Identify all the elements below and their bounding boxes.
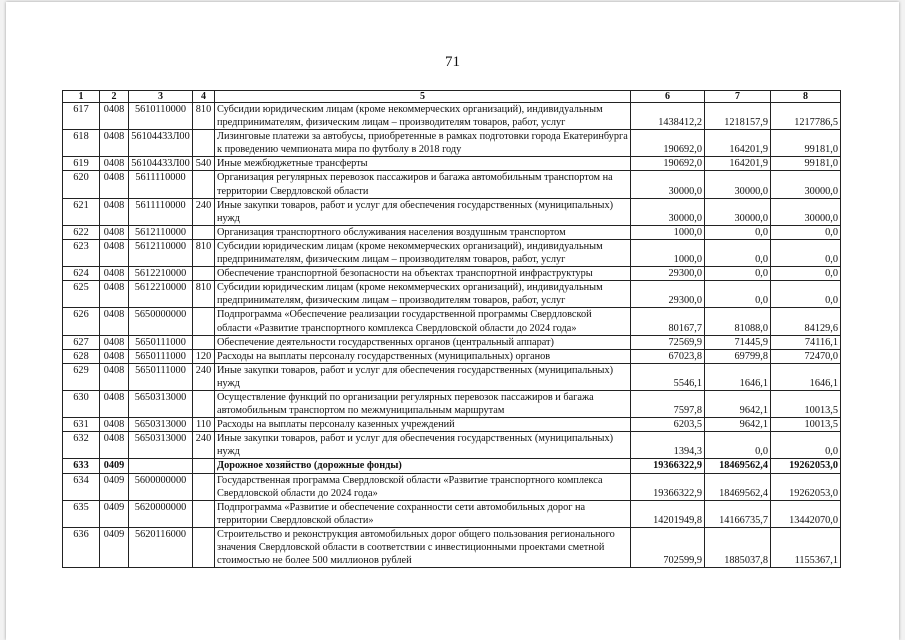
amount-col6: 702599,9 xyxy=(631,527,705,567)
row-number: 633 xyxy=(63,459,100,473)
col-header-7: 7 xyxy=(705,91,771,103)
row-number: 618 xyxy=(63,130,100,157)
amount-col7: 9642,1 xyxy=(705,390,771,417)
row-number: 621 xyxy=(63,198,100,225)
table-row xyxy=(63,390,841,417)
section-code: 0408 xyxy=(100,225,129,239)
table-row xyxy=(63,473,841,500)
amount-col6: 1438412,2 xyxy=(631,103,705,130)
section-code: 0408 xyxy=(100,198,129,225)
expense-type xyxy=(193,390,215,417)
expense-type xyxy=(193,473,215,500)
amount-col8: 10013,5 xyxy=(771,418,841,432)
table-body xyxy=(63,103,841,568)
col-header-5: 5 xyxy=(215,91,631,103)
amount-col6: 29300,0 xyxy=(631,267,705,281)
row-description: Субсидии юридическим лицам (кроме некоммерческих организаций), индивидуальным предпринимателям, физическим лицам – производителям товаров, работ, услуг xyxy=(215,103,631,130)
row-number: 623 xyxy=(63,239,100,266)
expense-type: 240 xyxy=(193,198,215,225)
row-number: 624 xyxy=(63,267,100,281)
amount-col7: 164201,9 xyxy=(705,130,771,157)
amount-col7: 14166735,7 xyxy=(705,500,771,527)
row-number: 617 xyxy=(63,103,100,130)
table-row xyxy=(63,198,841,225)
amount-col7: 18469562,4 xyxy=(705,459,771,473)
row-number: 627 xyxy=(63,335,100,349)
amount-col7: 71445,9 xyxy=(705,335,771,349)
section-code: 0408 xyxy=(100,418,129,432)
amount-col7: 0,0 xyxy=(705,281,771,308)
expense-type: 810 xyxy=(193,103,215,130)
col-header-3: 3 xyxy=(129,91,193,103)
section-code: 0408 xyxy=(100,281,129,308)
table-row xyxy=(63,171,841,198)
expense-type: 240 xyxy=(193,432,215,459)
amount-col7: 9642,1 xyxy=(705,418,771,432)
amount-col8: 99181,0 xyxy=(771,130,841,157)
expense-type: 810 xyxy=(193,239,215,266)
amount-col7: 69799,8 xyxy=(705,349,771,363)
amount-col7: 1218157,9 xyxy=(705,103,771,130)
amount-col6: 6203,5 xyxy=(631,418,705,432)
amount-col8: 0,0 xyxy=(771,267,841,281)
target-code: 5650313000 xyxy=(129,432,193,459)
amount-col7: 1885037,8 xyxy=(705,527,771,567)
amount-col6: 67023,8 xyxy=(631,349,705,363)
row-description: Подпрограмма «Развитие и обеспечение сохранности сети автомобильных дорог на территории Свердловской области» xyxy=(215,500,631,527)
row-description: Осуществление функций по организации регулярных перевозок пассажиров и багажа автомобильным транспортом по межмуниципальным маршрутам xyxy=(215,390,631,417)
expense-type: 240 xyxy=(193,363,215,390)
row-description: Иные межбюджетные трансферты xyxy=(215,157,631,171)
target-code: 5620000000 xyxy=(129,500,193,527)
table-row xyxy=(63,363,841,390)
expense-type xyxy=(193,459,215,473)
target-code: 5620116000 xyxy=(129,527,193,567)
row-description: Субсидии юридическим лицам (кроме некоммерческих организаций), индивидуальным предпринимателям, физическим лицам – производителям товаров, работ, услуг xyxy=(215,239,631,266)
row-description: Иные закупки товаров, работ и услуг для обеспечения государственных (муниципальных) нужд xyxy=(215,198,631,225)
amount-col8: 0,0 xyxy=(771,432,841,459)
row-number: 620 xyxy=(63,171,100,198)
section-code: 0408 xyxy=(100,335,129,349)
row-number: 632 xyxy=(63,432,100,459)
row-number: 622 xyxy=(63,225,100,239)
table-row xyxy=(63,418,841,432)
col-header-4: 4 xyxy=(193,91,215,103)
target-code: 56104433Л00 xyxy=(129,130,193,157)
amount-col6: 19366322,9 xyxy=(631,459,705,473)
amount-col7: 30000,0 xyxy=(705,198,771,225)
amount-col6: 190692,0 xyxy=(631,157,705,171)
section-code: 0408 xyxy=(100,157,129,171)
section-code: 0408 xyxy=(100,103,129,130)
amount-col8: 13442070,0 xyxy=(771,500,841,527)
expense-type: 120 xyxy=(193,349,215,363)
table-row xyxy=(63,527,841,567)
amount-col8: 30000,0 xyxy=(771,198,841,225)
amount-col8: 99181,0 xyxy=(771,157,841,171)
target-code: 5611110000 xyxy=(129,171,193,198)
budget-table xyxy=(62,90,841,568)
amount-col7: 0,0 xyxy=(705,225,771,239)
row-number: 630 xyxy=(63,390,100,417)
target-code: 5610110000 xyxy=(129,103,193,130)
amount-col8: 19262053,0 xyxy=(771,459,841,473)
section-code: 0408 xyxy=(100,171,129,198)
section-code: 0408 xyxy=(100,349,129,363)
expense-type: 540 xyxy=(193,157,215,171)
row-number: 631 xyxy=(63,418,100,432)
target-code: 5650313000 xyxy=(129,418,193,432)
target-code: 56104433Л00 xyxy=(129,157,193,171)
row-description: Строительство и реконструкция автомобильных дорог общего пользования регионального значения Свердловской области в соответствии с инвестиционными проектами сметной стоимостью не более 500 миллионов рублей xyxy=(215,527,631,567)
col-header-6: 6 xyxy=(631,91,705,103)
amount-col8: 72470,0 xyxy=(771,349,841,363)
amount-col6: 19366322,9 xyxy=(631,473,705,500)
expense-type xyxy=(193,130,215,157)
amount-col8: 74116,1 xyxy=(771,335,841,349)
amount-col6: 1394,3 xyxy=(631,432,705,459)
amount-col8: 1646,1 xyxy=(771,363,841,390)
section-code: 0408 xyxy=(100,267,129,281)
row-number: 636 xyxy=(63,527,100,567)
expense-type xyxy=(193,171,215,198)
row-number: 626 xyxy=(63,308,100,335)
row-description: Расходы на выплаты персоналу государственных (муниципальных) органов xyxy=(215,349,631,363)
table-row xyxy=(63,349,841,363)
amount-col7: 1646,1 xyxy=(705,363,771,390)
amount-col8: 1217786,5 xyxy=(771,103,841,130)
target-code: 5612110000 xyxy=(129,225,193,239)
target-code: 5650111000 xyxy=(129,335,193,349)
amount-col6: 1000,0 xyxy=(631,225,705,239)
row-number: 635 xyxy=(63,500,100,527)
page-number: 71 xyxy=(445,54,460,70)
row-number: 619 xyxy=(63,157,100,171)
section-code: 0408 xyxy=(100,308,129,335)
section-code: 0408 xyxy=(100,363,129,390)
target-code: 5612110000 xyxy=(129,239,193,266)
expense-type xyxy=(193,225,215,239)
amount-col7: 18469562,4 xyxy=(705,473,771,500)
table-row xyxy=(63,225,841,239)
amount-col7: 0,0 xyxy=(705,432,771,459)
target-code: 5650313000 xyxy=(129,390,193,417)
amount-col6: 14201949,8 xyxy=(631,500,705,527)
amount-col6: 30000,0 xyxy=(631,171,705,198)
amount-col8: 0,0 xyxy=(771,225,841,239)
section-code: 0408 xyxy=(100,432,129,459)
amount-col8: 19262053,0 xyxy=(771,473,841,500)
amount-col8: 84129,6 xyxy=(771,308,841,335)
target-code xyxy=(129,459,193,473)
table-row xyxy=(63,130,841,157)
section-code: 0409 xyxy=(100,473,129,500)
table-row xyxy=(63,308,841,335)
target-code: 5612210000 xyxy=(129,281,193,308)
amount-col7: 0,0 xyxy=(705,267,771,281)
target-code: 5650000000 xyxy=(129,308,193,335)
amount-col6: 80167,7 xyxy=(631,308,705,335)
amount-col8: 0,0 xyxy=(771,281,841,308)
amount-col8: 1155367,1 xyxy=(771,527,841,567)
expense-type: 110 xyxy=(193,418,215,432)
table-row xyxy=(63,335,841,349)
amount-col7: 0,0 xyxy=(705,239,771,266)
section-code: 0409 xyxy=(100,527,129,567)
table-row xyxy=(63,267,841,281)
table-row xyxy=(63,239,841,266)
row-description: Иные закупки товаров, работ и услуг для обеспечения государственных (муниципальных) нужд xyxy=(215,432,631,459)
expense-type: 810 xyxy=(193,281,215,308)
row-number: 625 xyxy=(63,281,100,308)
row-description: Дорожное хозяйство (дорожные фонды) xyxy=(215,459,631,473)
amount-col6: 5546,1 xyxy=(631,363,705,390)
expense-type xyxy=(193,308,215,335)
section-code: 0408 xyxy=(100,390,129,417)
table-row xyxy=(63,157,841,171)
row-description: Субсидии юридическим лицам (кроме некоммерческих организаций), индивидуальным предпринимателям, физическим лицам – производителям товаров, работ, услуг xyxy=(215,281,631,308)
section-code: 0408 xyxy=(100,239,129,266)
table-row xyxy=(63,103,841,130)
expense-type xyxy=(193,267,215,281)
target-code: 5650111000 xyxy=(129,349,193,363)
target-code: 5650111000 xyxy=(129,363,193,390)
table-row xyxy=(63,281,841,308)
row-description: Подпрограмма «Обеспечение реализации государственной программы Свердловской области «Развитие транспортного комплекса Свердловской области до 2024 года» xyxy=(215,308,631,335)
amount-col7: 81088,0 xyxy=(705,308,771,335)
section-code: 0409 xyxy=(100,500,129,527)
amount-col6: 72569,9 xyxy=(631,335,705,349)
target-code: 5600000000 xyxy=(129,473,193,500)
amount-col6: 190692,0 xyxy=(631,130,705,157)
row-description: Обеспечение деятельности государственных органов (центральный аппарат) xyxy=(215,335,631,349)
amount-col6: 29300,0 xyxy=(631,281,705,308)
section-code: 0409 xyxy=(100,459,129,473)
row-description: Государственная программа Свердловской области «Развитие транспортного комплекса Свердловской области до 2024 года» xyxy=(215,473,631,500)
amount-col6: 30000,0 xyxy=(631,198,705,225)
target-code: 5611110000 xyxy=(129,198,193,225)
amount-col8: 10013,5 xyxy=(771,390,841,417)
header-row xyxy=(63,91,841,103)
section-code: 0408 xyxy=(100,130,129,157)
row-description: Организация транспортного обслуживания населения воздушным транспортом xyxy=(215,225,631,239)
amount-col7: 164201,9 xyxy=(705,157,771,171)
row-number: 634 xyxy=(63,473,100,500)
row-number: 628 xyxy=(63,349,100,363)
row-description: Обеспечение транспортной безопасности на объектах транспортной инфраструктуры xyxy=(215,267,631,281)
row-description: Организация регулярных перевозок пассажиров и багажа автомобильным транспортом на территории Свердловской области xyxy=(215,171,631,198)
expense-type xyxy=(193,500,215,527)
table-row xyxy=(63,459,841,473)
row-description: Расходы на выплаты персоналу казенных учреждений xyxy=(215,418,631,432)
target-code: 5612210000 xyxy=(129,267,193,281)
amount-col8: 0,0 xyxy=(771,239,841,266)
amount-col6: 7597,8 xyxy=(631,390,705,417)
expense-type xyxy=(193,335,215,349)
col-header-1: 1 xyxy=(63,91,100,103)
row-number: 629 xyxy=(63,363,100,390)
row-description: Лизинговые платежи за автобусы, приобретенные в рамках подготовки города Екатеринбурга к проведению чемпионата мира по футболу в 2018 году xyxy=(215,130,631,157)
row-description: Иные закупки товаров, работ и услуг для обеспечения государственных (муниципальных) нужд xyxy=(215,363,631,390)
amount-col8: 30000,0 xyxy=(771,171,841,198)
col-header-2: 2 xyxy=(100,91,129,103)
col-header-8: 8 xyxy=(771,91,841,103)
table-row xyxy=(63,500,841,527)
amount-col7: 30000,0 xyxy=(705,171,771,198)
expense-type xyxy=(193,527,215,567)
table-row xyxy=(63,432,841,459)
amount-col6: 1000,0 xyxy=(631,239,705,266)
